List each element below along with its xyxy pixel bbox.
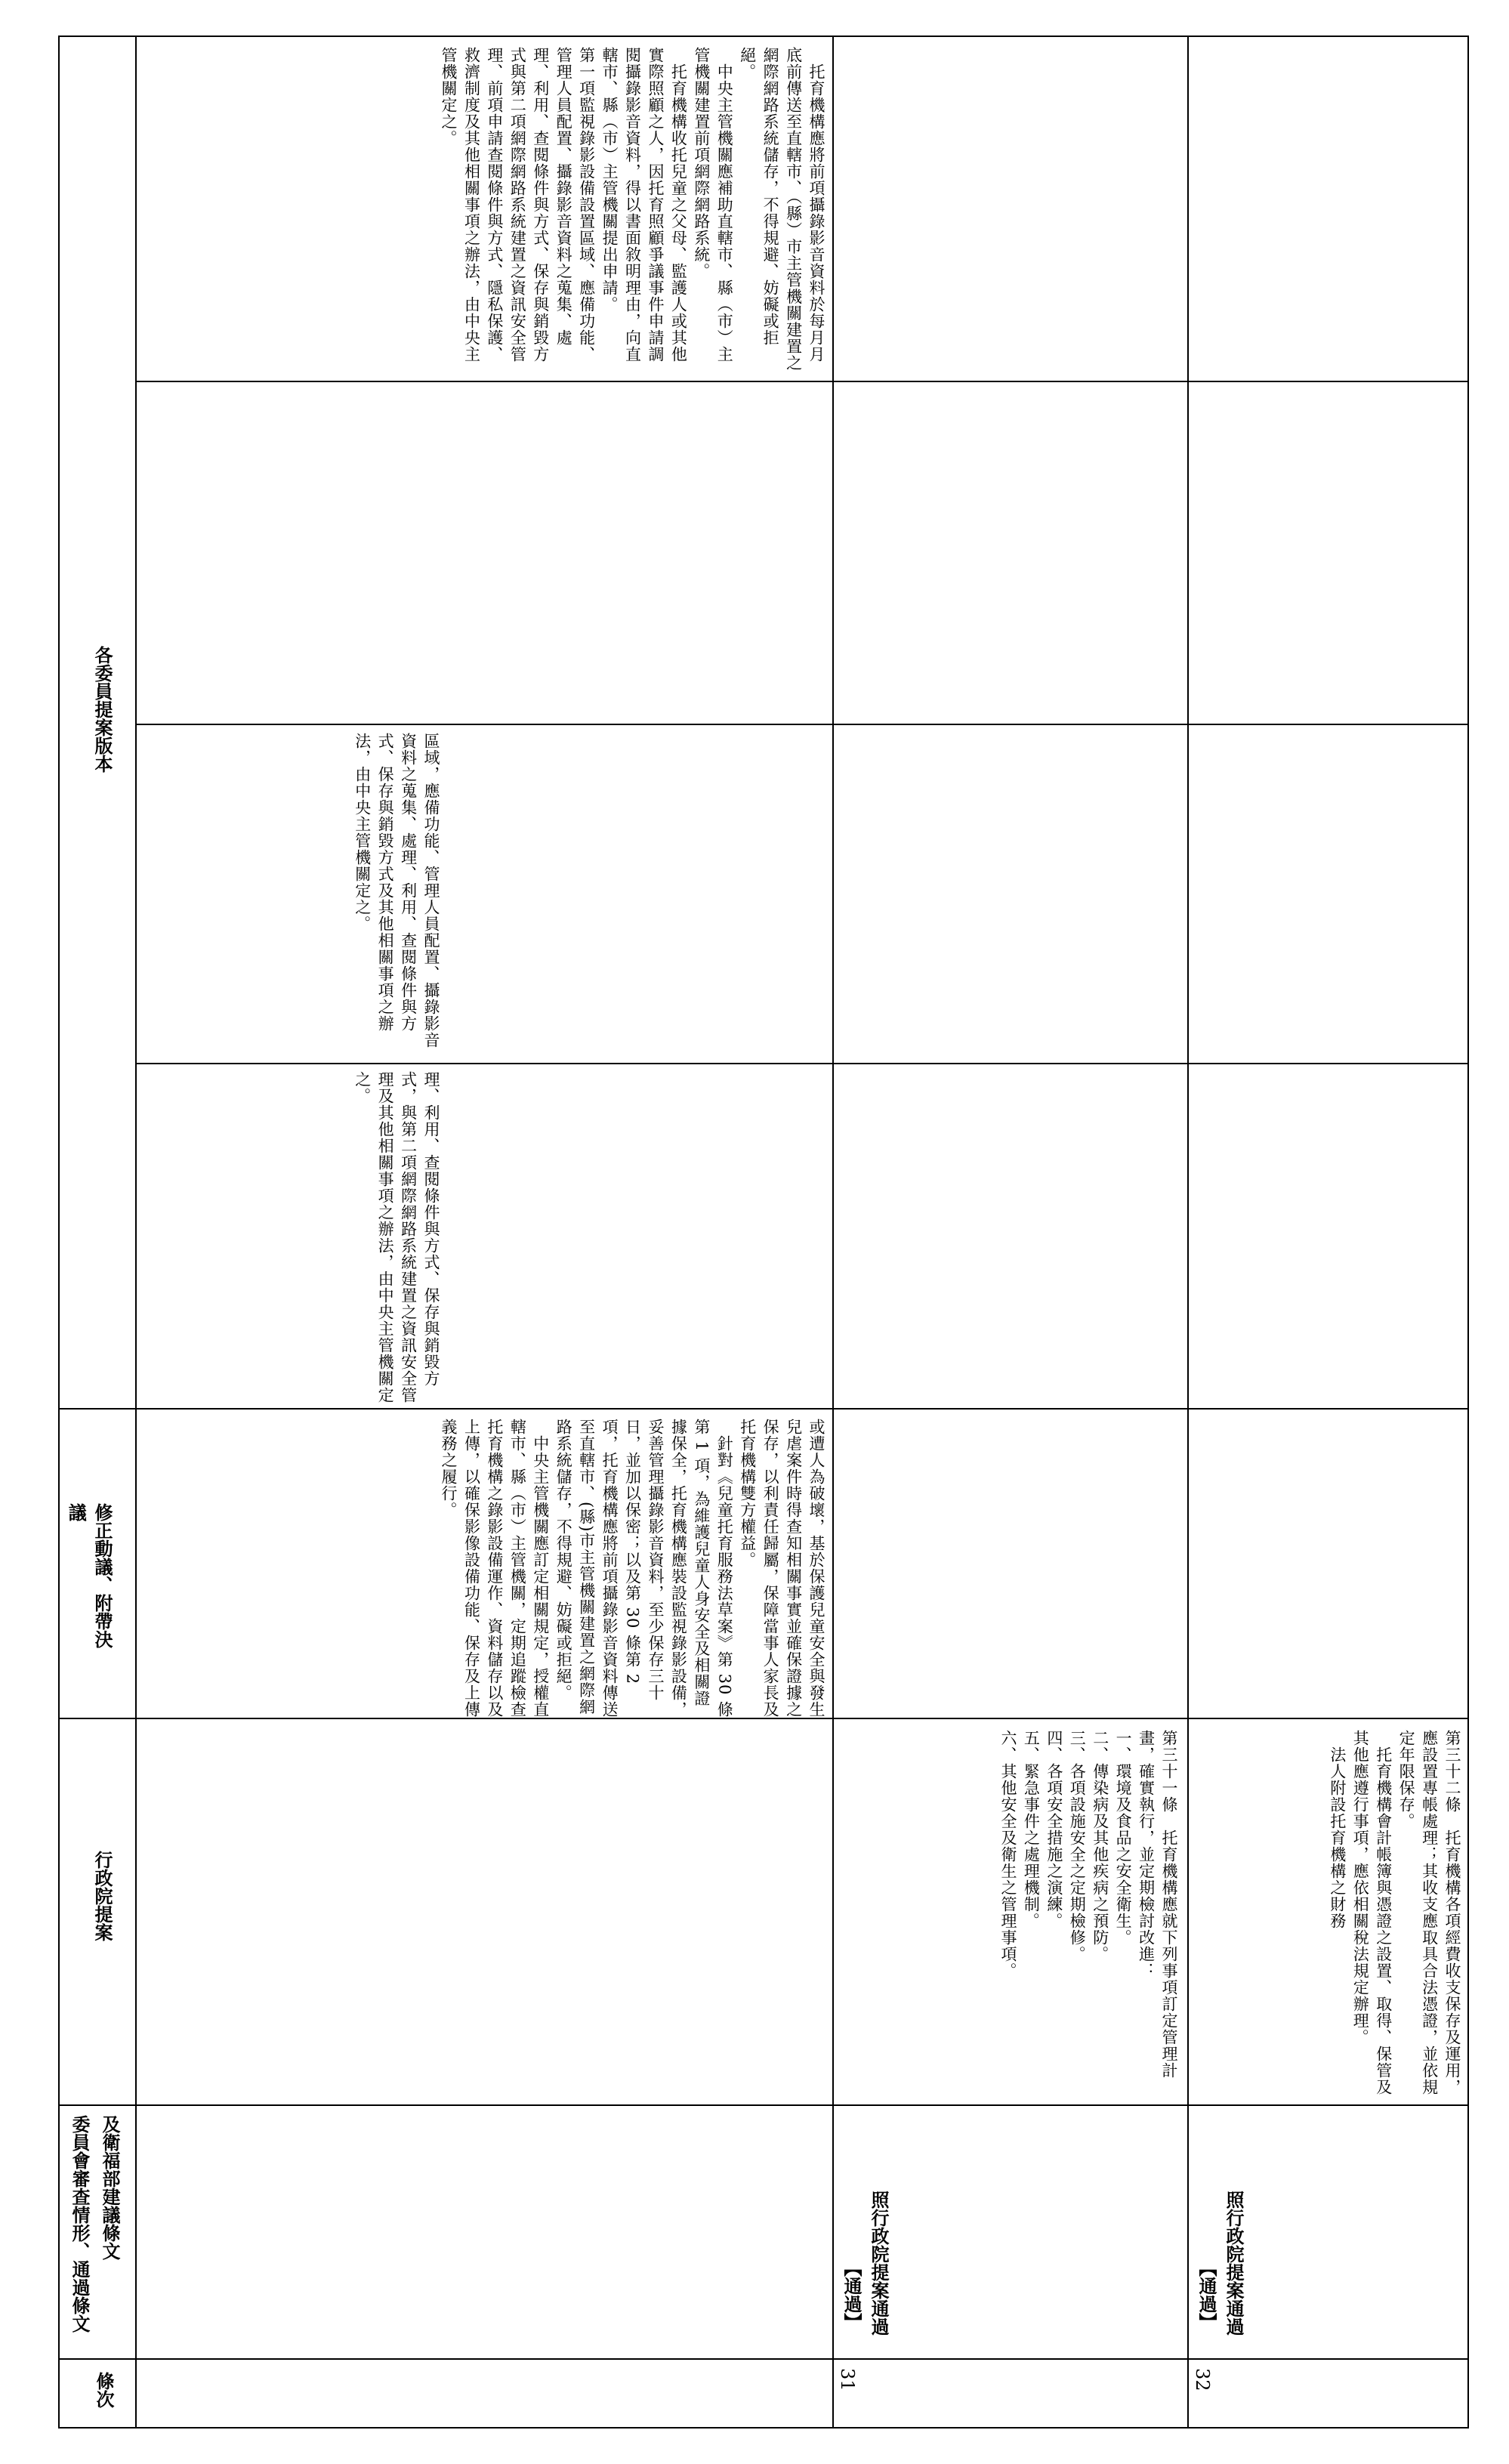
row1-amendment: 或遭人為破壞，基於保護兒童安全與發生兒虐案件時得查知相關事實並確保證據之保存，以利責任歸屬，保障當事人家長及托育機構雙方權益。 針對《兒童托育服務法草案》第 30 條第 1 項，為維護兒童人身安全及相關證據保全，托育機構應裝設監視錄影設備，妥善管理攝錄影音資料，至少保存三十日，並加以保密；以及第 30 條第 2 項，托育機構應將前項攝錄影音資料傳送至直轄市、(縣)市主管機關建置之網際網路系統儲存，不得規避、妨礙或拒絕。 中央主管機關應訂定相關規定，授權直轄市、縣（市）主管機關，定期追蹤檢查托育機構之錄影設備運作、資料儲存以及上傳，以確保影像設備功能、保存及上傳義務之履行。 bbox=[440, 1419, 825, 1718]
header-committee-line1: 委員會審查情形、通過條文 bbox=[69, 2115, 91, 2333]
header-committee-line2: 及衛福部建議條文 bbox=[99, 2115, 121, 2260]
header-number: 條次 bbox=[93, 2372, 115, 2408]
row1-proposal-d: 托育機構應將前項攝錄影音資料於每月月底前傳送至直轄市、（縣）市主管機關建置之網際網路系統儲存，不得規避、妨礙或拒絕。 中央主管機關應補助直轄市、縣（市）主管機關建置前項網際網路系統。 托育機構收托兒童之父母、監護人或其他實際照顧之人，因托育照顧爭議事件申請調閱攝錄影音資料，得以書面敘明理由，向直轄市、縣（市）主管機關提出申請。 第一項監視錄影設備設置區域、應備功能、管理人員配置、攝錄影音資料之蒐集、處理、利用、查閱條件與方式、保存與銷毀方式與第二項網際網路系統建置之資訊安全管理、前項申請查閱條件與方式、隱私保護、救濟制度及其他相關事項之辦法，由中央主管機關定之。 bbox=[440, 47, 825, 372]
row31-committee: 照行政院提案通過 bbox=[868, 2191, 890, 2336]
row31-executive: 第三十一條 托育機構應就下列事項訂定管理計畫，確實執行，並定期檢討改進： 一、環境及食品之安全衛生。 二、傳染病及其他疾病之預防。 三、各項設施安全之定期檢修。 四、各項安全措施之演練。 五、緊急事件之處理機制。 六、其他安全及衛生之管理事項。 bbox=[998, 1730, 1178, 2079]
row31-number: 31 bbox=[837, 2368, 858, 2391]
header-executive: 行政院提案 bbox=[91, 1851, 113, 1941]
row32-committee: 照行政院提案通過 bbox=[1223, 2191, 1245, 2336]
row1-proposal-a: 理、利用、查閱條件與方式、保存與銷毀方式，與第二項網際網路系統建置之資訊安全管理及其他相關事項之辦法，由中央主管機關定之。 bbox=[353, 1071, 440, 1403]
row1-proposal-b: 區域，應備功能、管理人員配置、攝錄影音資料之蒐集、處理、利用、查閱條件與方式、保存與銷毀方式及其他相關事項之辦法，由中央主管機關定之。 bbox=[353, 733, 440, 1048]
header-member-proposals: 各委員提案版本 bbox=[91, 646, 113, 773]
row31-committee-tag: 【通過】 bbox=[841, 2259, 863, 2331]
row32-executive: 第三十二條 托育機構各項經費收支保存及運用，應設置專帳處理；其收支應取具合法憑證，並依規定年限保存。 托育機構會計帳簿與憑證之設置、取得、保管及其他應遵行事項，應依相關稅法規定辦理。 法人附設托育機構之財務 bbox=[1328, 1730, 1461, 2095]
row32-committee-tag: 【通過】 bbox=[1196, 2259, 1217, 2331]
header-amendment: 修正動議、附帶決議 bbox=[65, 1503, 113, 1648]
row32-number: 32 bbox=[1192, 2368, 1213, 2391]
